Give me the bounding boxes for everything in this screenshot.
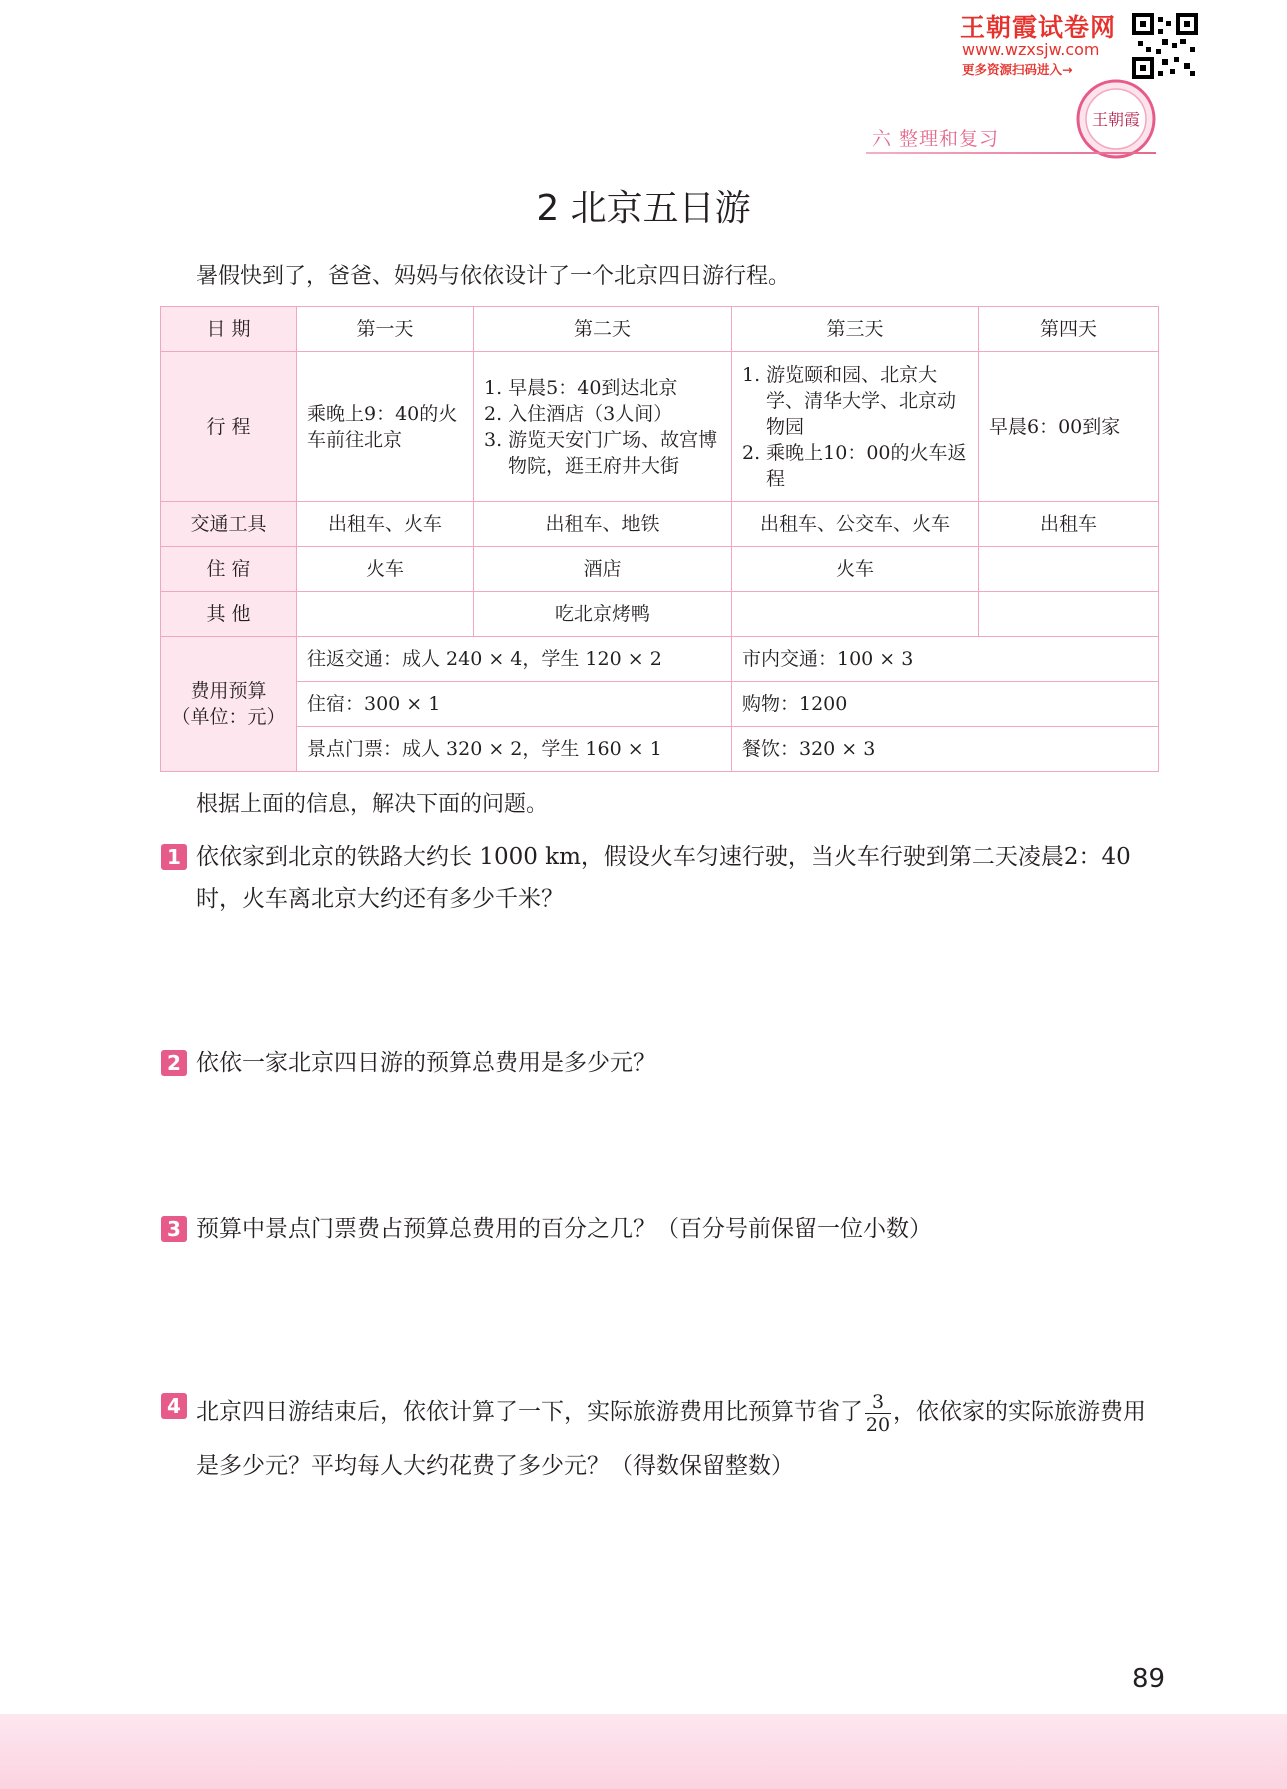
fraction-denominator: 20 [865,1413,891,1436]
transport-cell: 出租车 [979,502,1159,547]
row-header-itinerary: 行 程 [161,352,297,502]
itinerary-item: 2. 入住酒店（3人间） [484,402,673,425]
question-text: 预算中景点门票费占预算总费用的百分之几？（百分号前保留一位小数） [196,1216,932,1242]
row-header-lodging: 住 宿 [161,547,297,592]
table-row-lodging [161,547,1159,592]
itinerary-day4: 早晨6：00到家 [979,352,1159,502]
budget-label: 费用预算 [190,680,267,702]
fraction-numerator: 3 [871,1390,885,1413]
table-row-transport [161,502,1159,547]
question-text: 依依家到北京的铁路大约长 1000 km，假设火车匀速行驶，当火车行驶到第二天凌晨2：40时，火车离北京大约还有多少千米？ [196,844,1131,912]
other-cell [732,592,979,637]
row-header-budget [161,637,297,772]
budget-dining: 餐饮：320 × 3 [732,727,1159,772]
itinerary-table [160,306,1159,772]
other-cell [979,592,1159,637]
section-label: 六 整理和复习 [872,128,1000,150]
lodging-cell: 火车 [732,547,979,592]
itinerary-day1: 乘晚上9：40的火车前往北京 [297,352,474,502]
page-number: 89 [1132,1664,1166,1694]
budget-city-transport: 市内交通：100 × 3 [732,637,1159,682]
instructions: 根据上面的信息，解决下面的问题。 [196,792,549,817]
itinerary-item: 1. 早晨5：40到达北京 [484,376,678,399]
table-row-budget [161,637,1159,682]
question-number: 1 [161,844,187,870]
brand-title: 王朝霞试卷网 [960,13,1117,42]
question-number: 2 [161,1050,187,1076]
table-row-date [161,307,1159,352]
table-row-other [161,592,1159,637]
budget-round-trip: 往返交通：成人 240 × 4，学生 120 × 2 [297,637,732,682]
day-header: 第四天 [979,307,1159,352]
budget-lodging: 住宿：300 × 1 [297,682,732,727]
budget-tickets: 景点门票：成人 320 × 2，学生 160 × 1 [297,727,732,772]
table-row-budget [161,682,1159,727]
other-cell [297,592,474,637]
brand-logo [1075,78,1157,160]
transport-cell: 出租车、火车 [297,502,474,547]
itinerary-day2 [474,352,732,502]
row-header-other: 其 他 [161,592,297,637]
question-number: 4 [161,1393,187,1419]
lodging-cell: 酒店 [474,547,732,592]
question-text [196,1385,1161,1493]
qr-code-icon[interactable] [1132,13,1198,79]
question-text-part: ，依依家的实际旅游费用是多少元？平均每人大约花费了多少元？（得数保留整数） [196,1399,1146,1479]
lodging-cell: 火车 [297,547,474,592]
itinerary-item: 3. 游览天安门广场、故宫博物院，逛王府井大街 [484,428,718,477]
question-number: 3 [161,1216,187,1242]
itinerary-day3 [732,352,979,502]
day-header: 第一天 [297,307,474,352]
budget-unit: （单位：元） [171,706,286,728]
table-row-itinerary [161,352,1159,502]
day-header: 第二天 [474,307,732,352]
table-row-budget [161,727,1159,772]
itinerary-item: 1. 游览颐和园、北京大学、清华大学、北京动物园 [742,363,957,438]
budget-shopping: 购物：1200 [732,682,1159,727]
footer-band [0,1714,1287,1789]
intro-paragraph: 暑假快到了，爸爸、妈妈与依依设计了一个北京四日游行程。 [196,264,791,289]
row-header-date: 日 期 [161,307,297,352]
row-header-transport: 交通工具 [161,502,297,547]
lesson-title: 2 北京五日游 [536,188,751,229]
section-divider [866,152,1156,154]
lodging-cell [979,547,1159,592]
brand-tagline: 更多资源扫码进入→ [962,62,1073,77]
transport-cell: 出租车、地铁 [474,502,732,547]
day-header: 第三天 [732,307,979,352]
logo-text: 王朝霞 [1091,110,1141,129]
brand-url[interactable]: www.wzxsjw.com [962,40,1100,59]
itinerary-item: 2. 乘晚上10：00的火车返程 [742,441,967,490]
fraction [865,1391,891,1436]
transport-cell: 出租车、公交车、火车 [732,502,979,547]
other-cell: 吃北京烤鸭 [474,592,732,637]
question-text-part: 北京四日游结束后，依依计算了一下，实际旅游费用比预算节省了 [196,1399,863,1425]
question-text: 依依一家北京四日游的预算总费用是多少元？ [196,1050,656,1076]
